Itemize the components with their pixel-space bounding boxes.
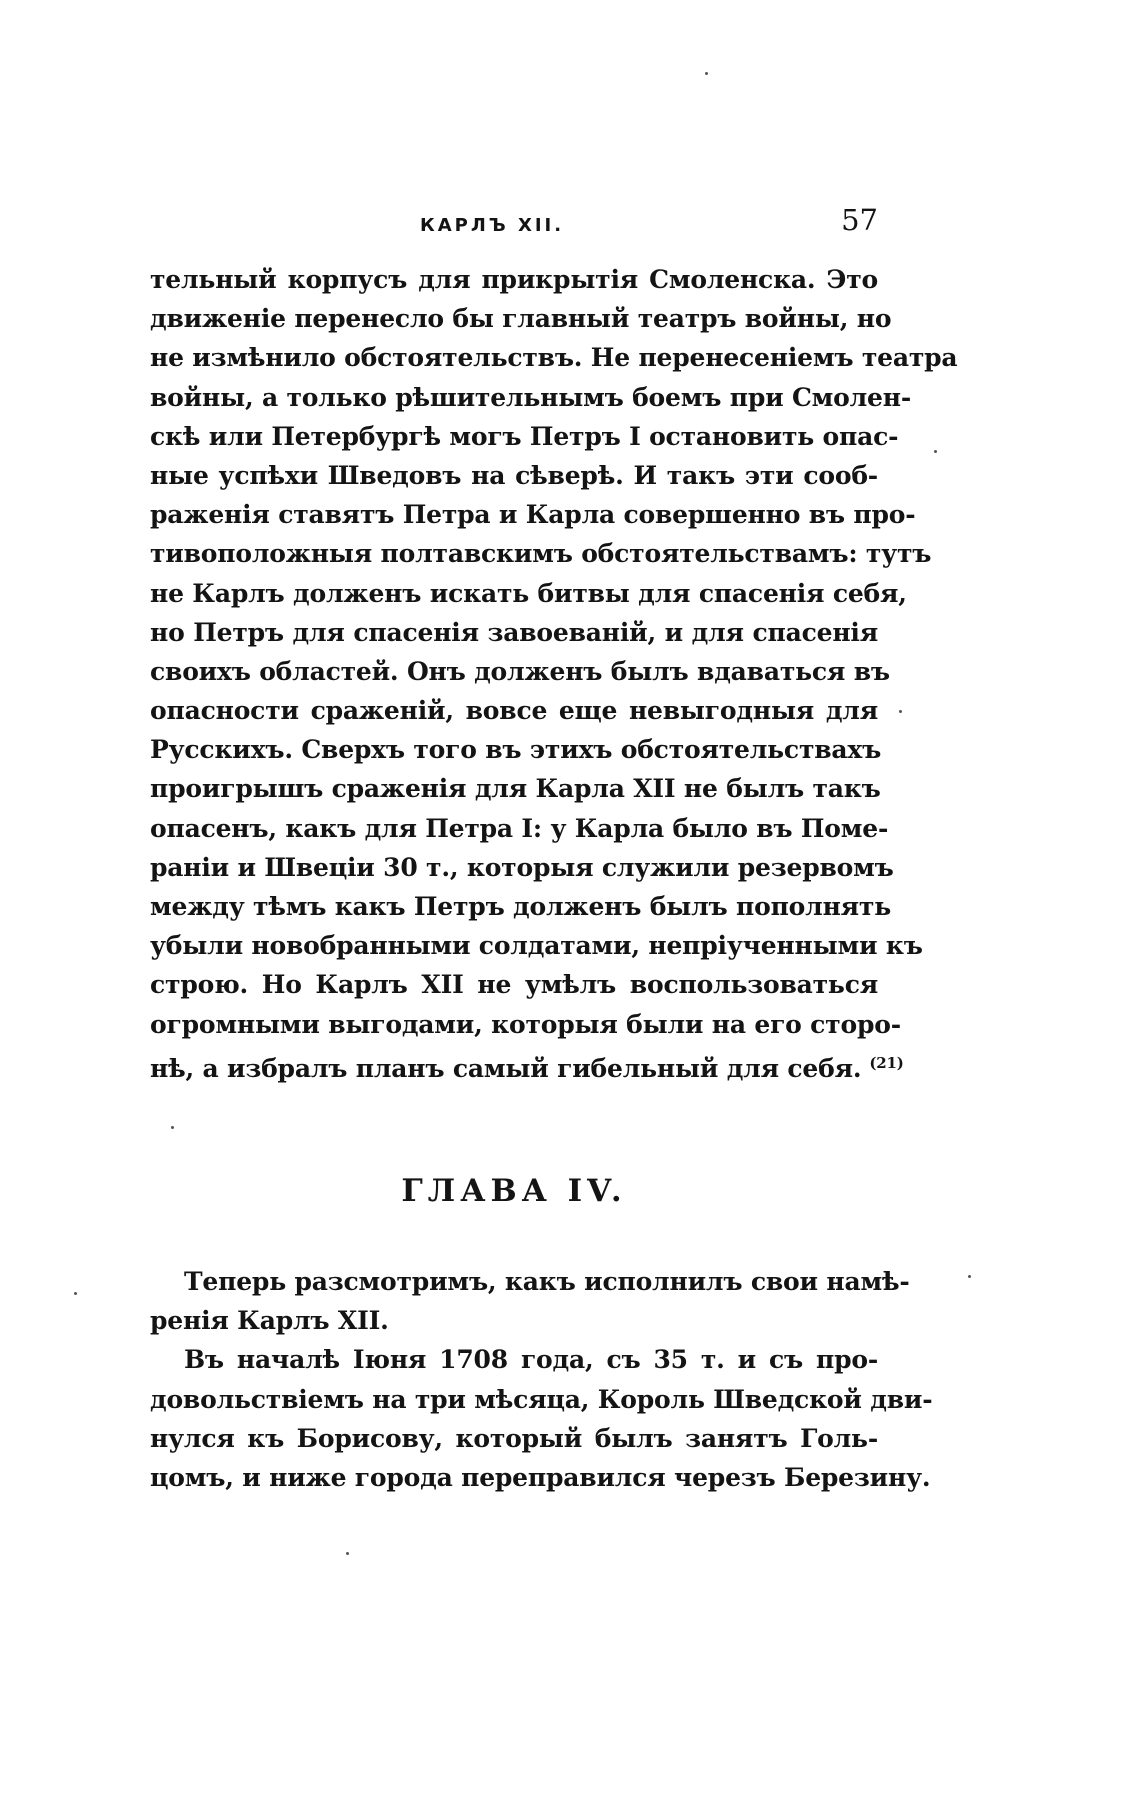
text-line: нулся къ Борисову, который былъ занятъ Голь- xyxy=(150,1423,878,1453)
text-line: движеніе перенесло бы главный театръ войны, но xyxy=(150,304,892,334)
paragraph-first-line: Теперь разсмотримъ, какъ исполнилъ свои намѣ- xyxy=(184,1267,910,1296)
page-number: 57 xyxy=(841,203,878,237)
text-line: убыли новобранными солдатами, непріученными къ xyxy=(150,931,923,961)
scan-speck xyxy=(934,450,937,453)
running-title: КАРЛЪ XII. xyxy=(420,215,565,236)
chapter-heading: ГЛАВА IV. xyxy=(401,1173,627,1209)
text-line: раніи и Швеціи 30 т., которыя служили резервомъ xyxy=(150,852,894,882)
text-line: ные успѣхи Шведовъ на сѣверѣ. И такъ эти сооб- xyxy=(150,460,878,490)
paragraph-last-line: цомъ, и ниже города переправился черезъ Березину. xyxy=(150,1462,931,1492)
text-line: скѣ или Петербургѣ могъ Петръ I остановить опас- xyxy=(150,421,899,451)
text-line: проигрышъ сраженія для Карла XII не былъ такъ xyxy=(150,774,881,804)
text-line: между тѣмъ какъ Петръ долженъ былъ пополнять xyxy=(150,892,891,921)
text-line: своихъ областей. Онъ долженъ былъ вдаваться въ xyxy=(150,656,890,686)
paragraph-first-line: Въ началѣ Іюня 1708 года, съ 35 т. и съ про- xyxy=(184,1345,878,1375)
text-line: войны, а только рѣшительнымъ боемъ при Смолен- xyxy=(150,382,912,412)
scan-speck xyxy=(171,1126,174,1129)
text-line: раженія ставятъ Петра и Карла совершенно въ про- xyxy=(150,500,916,530)
text-line: опасенъ, какъ для Петра I: у Карла было въ Поме- xyxy=(150,813,889,843)
running-head xyxy=(150,203,878,243)
text-line: тельный корпусъ для прикрытія Смоленска. Это xyxy=(150,265,878,294)
text-line: довольствіемъ на три мѣсяца, Король Шведской дви- xyxy=(150,1384,933,1414)
text-line: не Карлъ долженъ искать битвы для спасенія себя, xyxy=(150,578,907,608)
scan-speck xyxy=(705,72,708,75)
text-line: тивоположныя полтавскимъ обстоятельствамъ: тутъ xyxy=(150,539,932,569)
text-line: Русскихъ. Сверхъ того въ этихъ обстоятельствахъ xyxy=(150,735,882,765)
last-line-text: нѣ, а избралъ планъ самый гибельный для себя. xyxy=(150,1053,862,1083)
text-line: не измѣнило обстоятельствъ. Не перенесеніемъ театра xyxy=(150,343,958,373)
footnote-reference[interactable]: (21) xyxy=(869,1053,904,1072)
text-line: огромными выгодами, которыя были на его сторо- xyxy=(150,1009,901,1039)
text-line-last xyxy=(150,1044,904,1083)
scan-speck xyxy=(346,1552,349,1555)
text-line: но Петръ для спасенія завоеваній, и для спасенія xyxy=(150,617,878,647)
body-text xyxy=(150,260,958,1083)
scan-speck xyxy=(899,710,902,713)
chapter-text xyxy=(150,1262,933,1497)
scan-speck xyxy=(74,1292,77,1295)
scan-speck xyxy=(968,1275,971,1278)
text-line: строю. Но Карлъ XII не умѣлъ воспользоваться xyxy=(150,970,878,1000)
text-line: опасности сраженій, вовсе еще невыгодныя для xyxy=(150,696,878,726)
paragraph-last-line: ренія Карлъ XII. xyxy=(150,1306,389,1336)
